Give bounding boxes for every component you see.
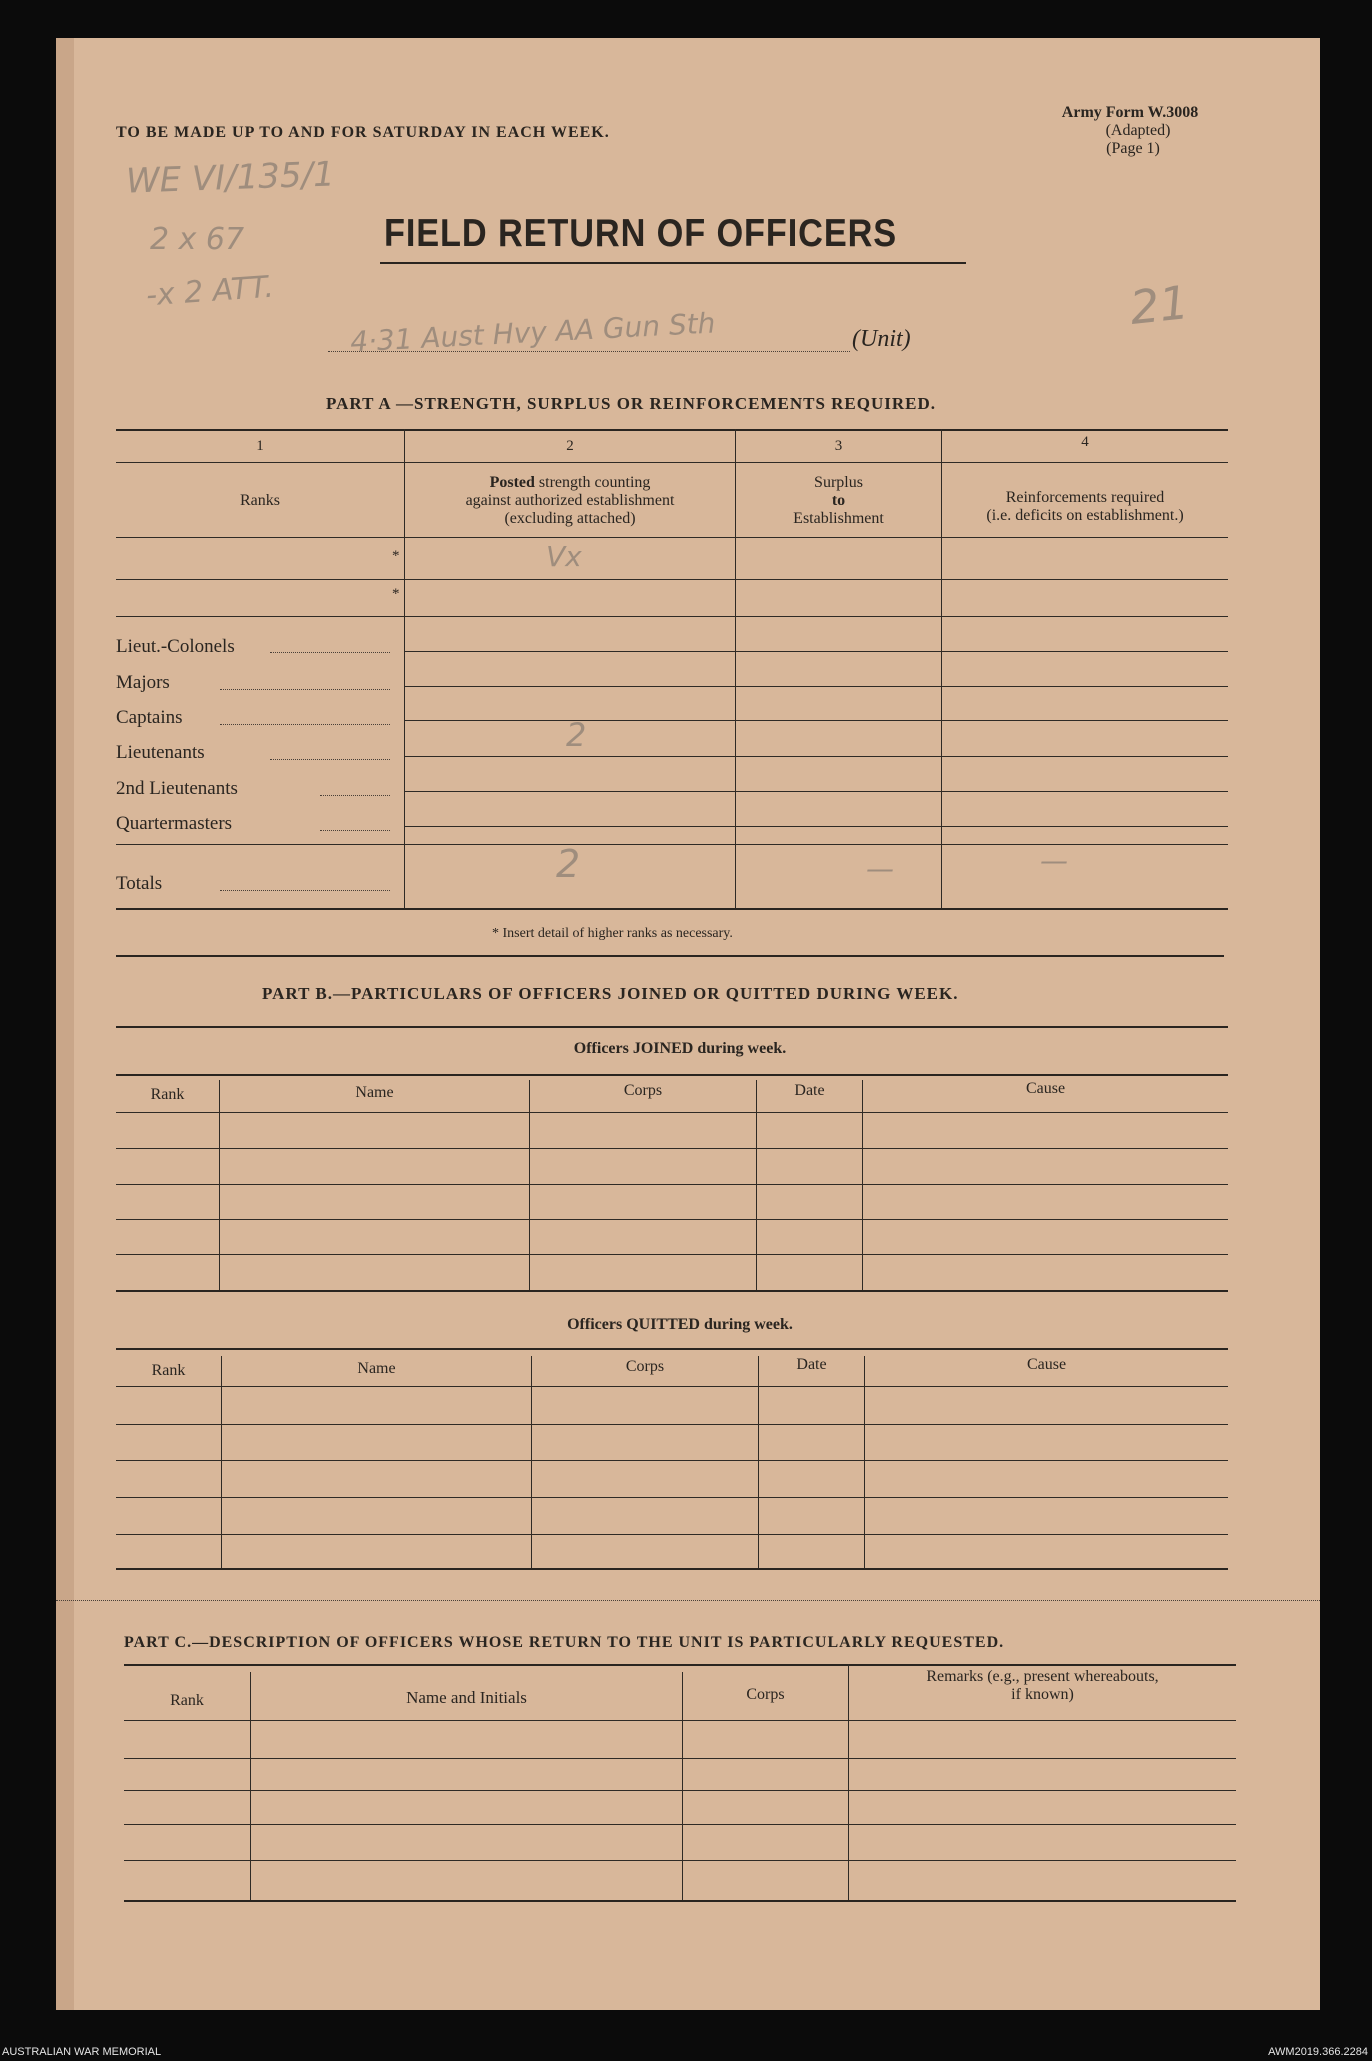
rank-quartermasters: Quartermasters <box>116 813 233 834</box>
partc-col-corps: Corps <box>746 1686 785 1703</box>
joined-col-corps: Corps <box>623 1082 663 1099</box>
handwritten-line2: 2 x 67 <box>150 222 245 257</box>
part-a-title: PART A —STRENGTH, SURPLUS OR REINFORCEMENTS REQUIRED. <box>326 394 937 413</box>
handwritten-surplus-dash: — <box>866 852 894 885</box>
col-number-2: 2 <box>566 438 574 454</box>
footer-catalog-id: AWM2019.366.2284 <box>1268 2046 1368 2058</box>
handwritten-ref: WE VI/135/1 <box>125 154 336 202</box>
handwritten-vx: Vx <box>546 540 582 573</box>
header-instruction: TO BE MADE UP TO AND FOR SATURDAY IN EACH WEEK. <box>116 124 610 141</box>
joined-col-cause: Cause <box>1025 1080 1066 1097</box>
quitted-col-name: Name <box>357 1360 396 1377</box>
joined-col-name: Name <box>355 1084 394 1101</box>
form-id: Army Form W.3008 <box>1061 104 1199 121</box>
quitted-col-rank: Rank <box>151 1362 186 1379</box>
form-title: FIELD RETURN OF OFFICERS <box>384 212 898 255</box>
rank-captains: Captains <box>116 707 183 728</box>
col-posted-header: Posted strength counting against authorized establishment (excluding attached) <box>465 474 675 527</box>
scan-edge <box>38 38 54 2010</box>
rank-totals: Totals <box>116 873 163 894</box>
col-ranks-header: Ranks <box>240 492 280 509</box>
quitted-col-corps: Corps <box>625 1358 665 1375</box>
joined-col-rank: Rank <box>150 1086 185 1103</box>
part-c-title: PART C.—DESCRIPTION OF OFFICERS WHOSE RETURN TO THE UNIT IS PARTICULARLY REQUESTED. <box>124 1634 1005 1651</box>
unit-label: (Unit) <box>852 326 911 352</box>
partc-col-remarks: Remarks (e.g., present whereabouts, if known) <box>926 1668 1159 1703</box>
col-number-4: 4 <box>1081 434 1089 450</box>
part-a-footnote: * Insert detail of higher ranks as necessary. <box>492 926 733 941</box>
rank-majors: Majors <box>116 672 170 693</box>
star-marker-1: * <box>392 548 400 564</box>
footer-credit: AUSTRALIAN WAR MEMORIAL <box>2 2046 162 2058</box>
joined-col-date: Date <box>794 1082 825 1099</box>
col-reinforcements-header: Reinforcements required (i.e. deficits on establishment.) <box>986 489 1184 524</box>
form-page: (Page 1) <box>1106 140 1160 157</box>
rank-lieutenants: Lieutenants <box>116 742 205 763</box>
handwritten-totals-count: 2 <box>556 842 581 886</box>
quitted-col-cause: Cause <box>1026 1356 1067 1373</box>
rank-lieut-colonels: Lieut.-Colonels <box>116 636 235 657</box>
handwritten-captains-count: 2 <box>566 716 587 754</box>
col-number-3: 3 <box>834 438 843 454</box>
handwritten-line3: -x 2 ATT. <box>144 269 275 314</box>
partc-col-rank: Rank <box>170 1692 204 1709</box>
quitted-title: Officers QUITTED during week. <box>567 1316 793 1333</box>
quitted-col-date: Date <box>796 1356 827 1373</box>
joined-title: Officers JOINED during week. <box>573 1040 787 1057</box>
handwritten-reinforce-dash: — <box>1040 844 1068 877</box>
star-marker-2: * <box>392 586 400 602</box>
handwritten-unit: 4·31 Aust Hvy AA Gun Sth <box>349 306 717 359</box>
rank-2nd-lieutenants: 2nd Lieutenants <box>116 778 238 799</box>
form-adapted: (Adapted) <box>1105 122 1171 139</box>
partc-col-name: Name and Initials <box>406 1688 527 1707</box>
handwritten-number: 21 <box>1127 275 1192 335</box>
col-number-1: 1 <box>256 438 264 454</box>
part-b-title: PART B.—PARTICULARS OF OFFICERS JOINED OR QUITTED DURING WEEK. <box>262 984 959 1003</box>
col-surplus-header: Surplus to Establishment <box>793 474 884 527</box>
